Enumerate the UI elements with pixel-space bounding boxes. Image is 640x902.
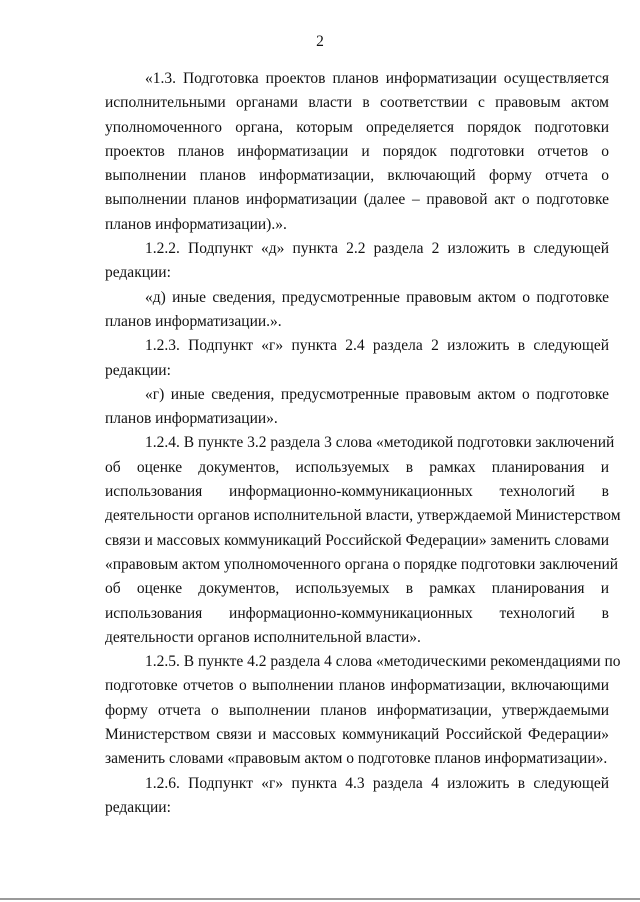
text-line: 1.2.6. Подпункт «г» пункта 4.3 раздела 4 изложить в следующей xyxy=(145,774,609,792)
text-line: форму отчета о выполнении планов информатизации, утверждаемыми xyxy=(105,701,609,719)
text-line: 1.2.3. Подпункт «г» пункта 2.4 раздела 2 изложить в следующей xyxy=(145,337,609,355)
page-number: 2 xyxy=(316,33,324,50)
text-line: «правовым актом уполномоченного органа о порядке подготовки заключений xyxy=(105,555,619,573)
text-line: проектов планов информатизации и порядок подготовки отчетов о xyxy=(105,142,609,160)
text-line: 1.2.2. Подпункт «д» пункта 2.2 раздела 2 изложить в следующей xyxy=(145,240,609,258)
paragraph xyxy=(105,334,609,383)
text-line: об оценке документов, используемых в рамках планирования и xyxy=(105,458,609,476)
text-line: 1.2.4. В пункте 3.2 раздела 3 слова «методикой подготовки заключений xyxy=(145,434,615,452)
paragraph xyxy=(105,237,609,286)
text-line: «г) иные сведения, предусмотренные правовым актом о подготовке xyxy=(145,385,609,403)
text-line: выполнении планов информатизации, включающий форму отчета о xyxy=(105,167,609,185)
text-line: использования информационно-коммуникационных технологий в xyxy=(105,604,609,622)
text-line: «1.3. Подготовка проектов планов информатизации осуществляется xyxy=(145,70,609,87)
text-line: деятельности органов исполнительной власти, утверждаемой Министерством xyxy=(105,507,621,525)
text-line: уполномоченного органа, которым определяется порядок подготовки xyxy=(105,118,609,136)
text-line: выполнении планов информатизации (далее – правовой акт о подготовке xyxy=(105,191,609,209)
text-line: подготовке отчетов о выполнении планов информатизации, включающими xyxy=(105,677,609,695)
text-line: исполнительными органами власти в соответствии с правовым актом xyxy=(105,94,609,112)
text-line: планов информатизации.». xyxy=(105,312,282,330)
text-line: использования информационно-коммуникационных технологий в xyxy=(105,483,609,501)
text-line: редакции: xyxy=(105,361,171,379)
paragraph xyxy=(105,286,609,335)
text-line: заменить словами «правовым актом о подготовке планов информатизации». xyxy=(105,750,608,768)
paragraph xyxy=(105,383,609,432)
paragraph xyxy=(105,772,609,821)
text-line: «д) иные сведения, предусмотренные правовым актом о подготовке xyxy=(145,288,609,306)
text-line: планов информатизации». xyxy=(105,410,278,428)
page-bottom-rule xyxy=(0,898,640,900)
text-line: Министерством связи и массовых коммуникаций Российской Федерации» xyxy=(105,726,609,744)
text-line: 1.2.5. В пункте 4.2 раздела 4 слова «методическими рекомендациями по xyxy=(145,653,621,671)
paragraph xyxy=(105,431,621,650)
paragraph xyxy=(105,650,621,771)
text-line: об оценке документов, используемых в рамках планирования и xyxy=(105,580,609,598)
text-line: редакции: xyxy=(105,264,171,282)
text-line: редакции: xyxy=(105,798,171,816)
text-line: связи и массовых коммуникаций Российской Федерации» заменить словами xyxy=(105,531,609,549)
text-line: планов информатизации).». xyxy=(105,215,287,233)
text-line: деятельности органов исполнительной власти». xyxy=(105,628,421,646)
document-body xyxy=(105,67,621,820)
paragraph xyxy=(105,67,609,237)
